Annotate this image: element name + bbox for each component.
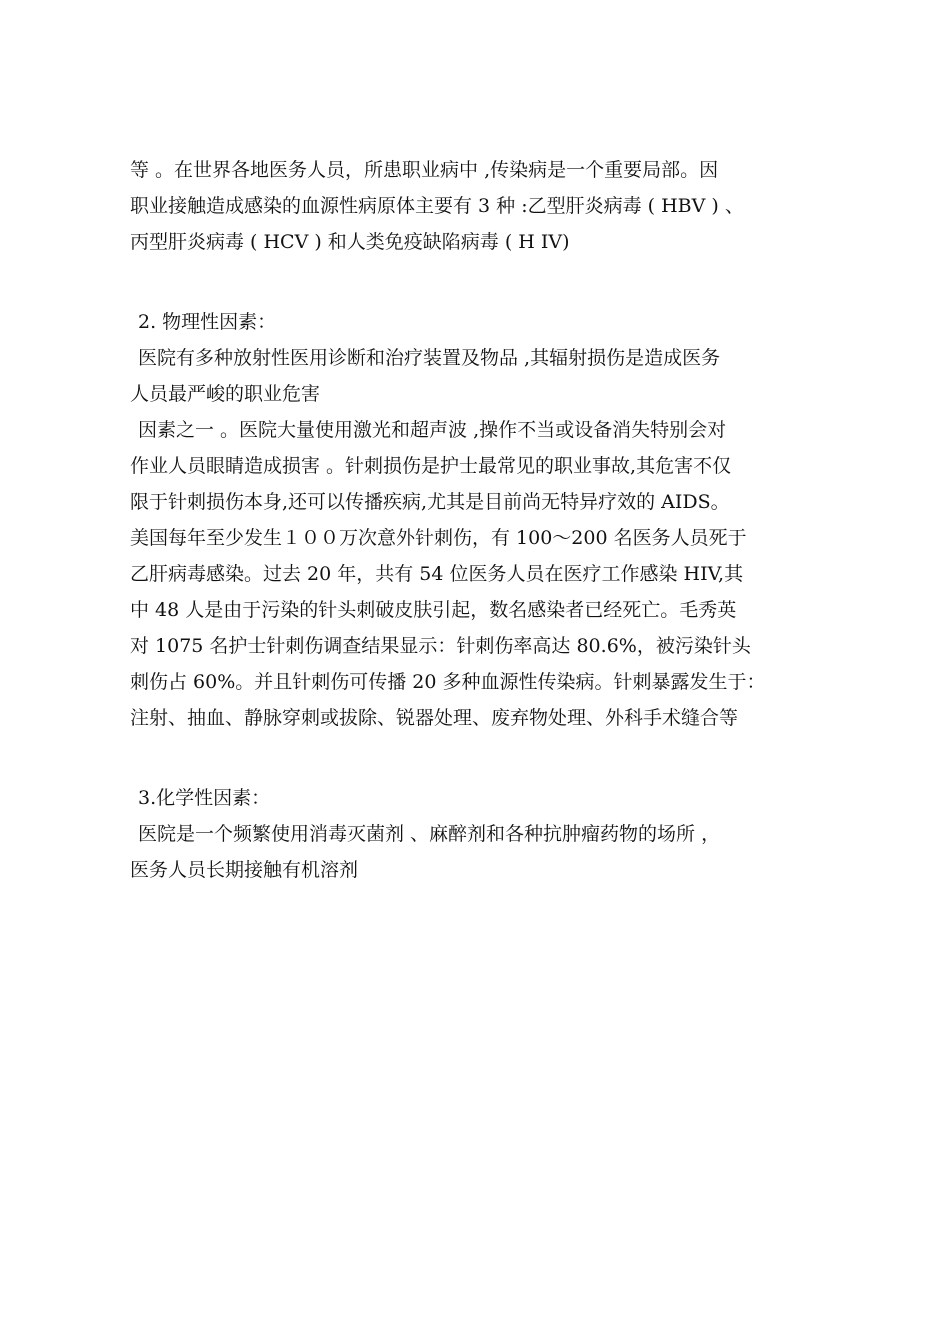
text-line: 医务人员长期接触有机溶剂 xyxy=(130,859,359,881)
document-page xyxy=(130,152,830,888)
section-3-heading: 3.化学性因素： xyxy=(138,787,271,809)
text-line: 因素之一 。医院大量使用激光和超声波 ,操作不当或设备消失特别会对 xyxy=(138,419,727,441)
text-line: 人员最严峻的职业危害 xyxy=(130,383,321,405)
section-2 xyxy=(130,304,830,736)
text-line: 等 。在世界各地医务人员，所患职业病中 ,传染病是一个重要局部。因 xyxy=(130,159,719,181)
section-2-heading: 2. 物理性因素： xyxy=(138,311,277,333)
section-1-paragraph xyxy=(130,152,830,260)
text-line: 丙型肝炎病毒 ( HCV ) 和人类免疫缺陷病毒 ( H IV) xyxy=(130,231,570,253)
text-line: 注射、抽血、静脉穿刺或拔除、锐器处理、废弃物处理、外科手术缝合等 xyxy=(130,707,739,729)
text-line: 职业接触造成感染的血源性病原体主要有 3 种 :乙型肝炎病毒 ( HBV ) 、 xyxy=(130,195,744,217)
text-line: 美国每年至少发生１００万次意外针刺伤，有 100～200 名医务人员死于 xyxy=(130,527,747,549)
spacer xyxy=(130,736,830,780)
text-line: 医院是一个频繁使用消毒灭菌剂 、麻醉剂和各种抗肿瘤药物的场所 ， xyxy=(138,823,721,845)
spacer xyxy=(130,260,830,304)
text-line: 中 48 人是由于污染的针头刺破皮肤引起，数名感染者已经死亡。毛秀英 xyxy=(130,599,737,621)
text-line: 作业人员眼睛造成损害 。针刺损伤是护士最常见的职业事故,其危害不仅 xyxy=(130,455,732,477)
section-3 xyxy=(130,780,830,888)
text-line: 限于针刺损伤本身,还可以传播疾病,尤其是目前尚无特异疗效的 AIDS。 xyxy=(130,491,730,513)
text-line: 对 1075 名护士针刺伤调查结果显示：针刺伤率高达 80.6%，被污染针头 xyxy=(130,635,751,657)
text-line: 刺伤占 60%。并且针刺伤可传播 20 多种血源性传染病。针刺暴露发生于： xyxy=(130,671,766,693)
text-line: 医院有多种放射性医用诊断和治疗装置及物品 ,其辐射损伤是造成医务 xyxy=(138,347,721,369)
text-line: 乙肝病毒感染。过去 20 年，共有 54 位医务人员在医疗工作感染 HIV,其 xyxy=(130,563,744,585)
